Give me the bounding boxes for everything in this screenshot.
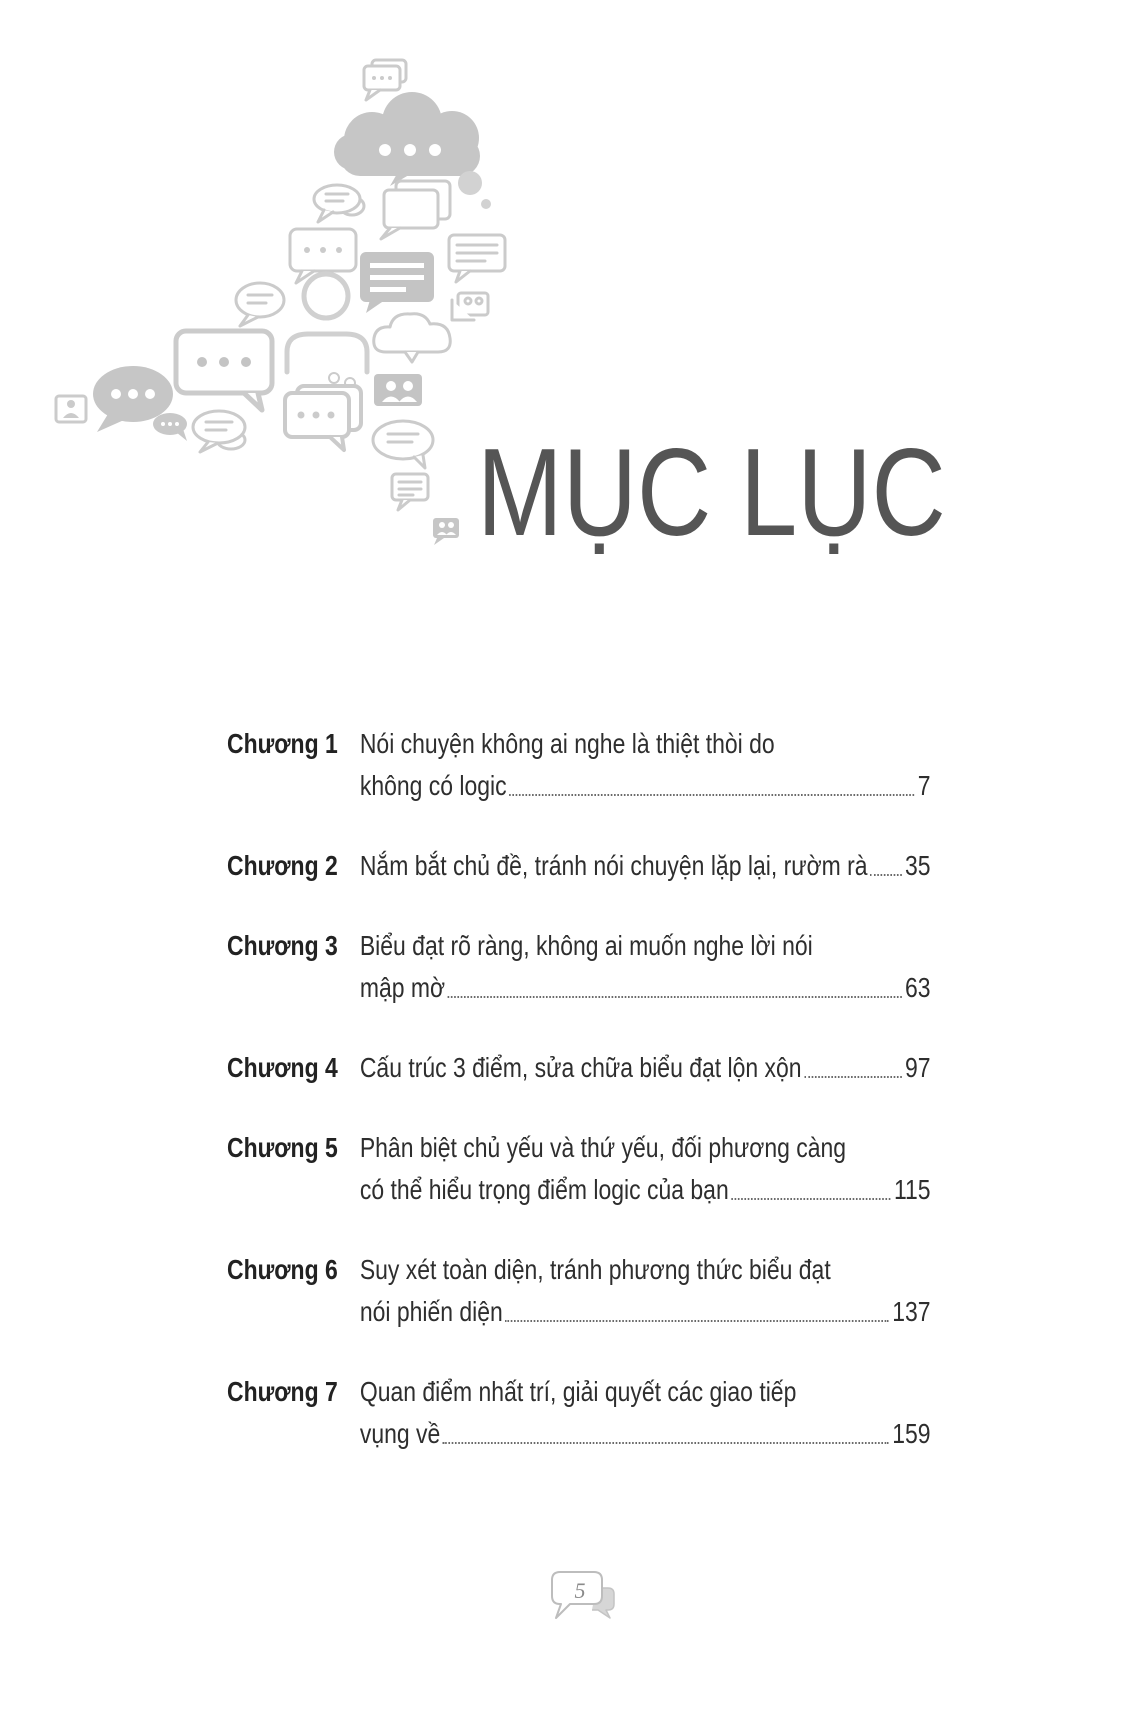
toc-entry (227, 1249, 931, 1333)
chapter-title-line: không có logic (359, 770, 507, 801)
person-icon (56, 396, 86, 422)
dot-leader (448, 996, 902, 998)
chapter-label: Chương 1 (227, 728, 338, 759)
people-icon (452, 293, 488, 320)
toc-entry (227, 1127, 931, 1211)
page-ref: 137 (892, 1296, 931, 1327)
page-ref: 97 (905, 1052, 931, 1083)
toc-entry (227, 723, 931, 807)
chapter-title-line: Nắm bắt chủ đề, tránh nói chuyện lặp lại, rườm rà (359, 850, 868, 881)
page-ref: 35 (905, 850, 931, 881)
dot-leader (509, 794, 914, 796)
dot-bubble-icon (481, 199, 491, 209)
chat-bubble-icon (364, 60, 406, 100)
chat-bubble-icon (285, 386, 361, 450)
people-icon (433, 518, 459, 545)
message-bubble-icon (360, 252, 434, 313)
page-number-badge (548, 1566, 618, 1624)
chapter-title-line: Suy xét toàn diện, tránh phương thức biểu đạt (359, 1254, 831, 1285)
dot-bubble-icon (458, 171, 482, 195)
chapter-title-line: Nói chuyện không ai nghe là thiệt thòi do (359, 728, 775, 759)
chapter-title-line: Quan điểm nhất trí, giải quyết các giao tiếp (359, 1376, 797, 1407)
chat-bubble-icon (449, 235, 505, 282)
chapter-title-line: nói phiến diện (359, 1296, 503, 1327)
chapter-title-last-line (360, 1291, 931, 1333)
chat-bubbles-illustration-icon (0, 0, 540, 560)
chapter-title-last-line (360, 845, 931, 887)
chat-bubble-icon (392, 474, 428, 510)
dot-leader (870, 874, 902, 876)
chapter-title-last-line (360, 765, 931, 807)
chapter-title-last-line (360, 1413, 931, 1455)
toc-entry (227, 1047, 931, 1089)
dot-leader (804, 1076, 902, 1078)
page-title: MỤC LỤC (477, 424, 946, 562)
page-number: 5 (574, 1578, 586, 1603)
toc-entry (227, 925, 931, 1009)
page-ref: 115 (893, 1174, 931, 1205)
chat-bubble-icon (381, 181, 450, 239)
chat-bubble-icon (153, 413, 187, 441)
chapter-label: Chương 2 (227, 850, 338, 881)
person-icon (287, 274, 367, 372)
chat-bubble-icon (314, 185, 364, 222)
chapter-title-line: Biểu đạt rõ ràng, không ai muốn nghe lời nói (359, 930, 813, 961)
chapter-title-line: Phân biệt chủ yếu và thứ yếu, đối phương càng (359, 1132, 847, 1163)
chapter-title-last-line (360, 1169, 931, 1211)
dot-leader (731, 1198, 890, 1200)
chapter-label: Chương 6 (227, 1254, 338, 1285)
dot-leader (505, 1320, 889, 1322)
chapter-label: Chương 3 (227, 930, 338, 961)
page-ref: 159 (892, 1418, 931, 1449)
chapter-label: Chương 5 (227, 1132, 338, 1163)
chapter-label: Chương 7 (227, 1376, 338, 1407)
chat-bubble-icon (373, 421, 433, 468)
chapter-title-last-line (360, 967, 931, 1009)
chapter-title-line: mập mờ (359, 972, 446, 1003)
chat-bubble-icon (236, 283, 284, 326)
page-ref: 7 (917, 770, 931, 801)
chapter-title-line: Cấu trúc 3 điểm, sửa chữa biểu đạt lộn xộn (359, 1052, 802, 1083)
people-icon (374, 374, 422, 406)
chapter-label: Chương 4 (227, 1052, 338, 1083)
chapter-title-last-line (360, 1047, 931, 1089)
dot-leader (443, 1442, 889, 1444)
chapter-title-line: có thể hiểu trọng điểm logic của bạn (359, 1174, 729, 1205)
cloud-bubble-icon (334, 92, 480, 186)
cloud-bubble-icon (374, 314, 451, 362)
chat-bubble-icon (176, 331, 272, 410)
table-of-contents (227, 723, 931, 1455)
chapter-title-line: vụng về (359, 1418, 441, 1449)
toc-entry (227, 1371, 931, 1455)
toc-entry (227, 845, 931, 887)
chat-bubble-icon (193, 411, 245, 452)
page-ref: 63 (905, 972, 931, 1003)
